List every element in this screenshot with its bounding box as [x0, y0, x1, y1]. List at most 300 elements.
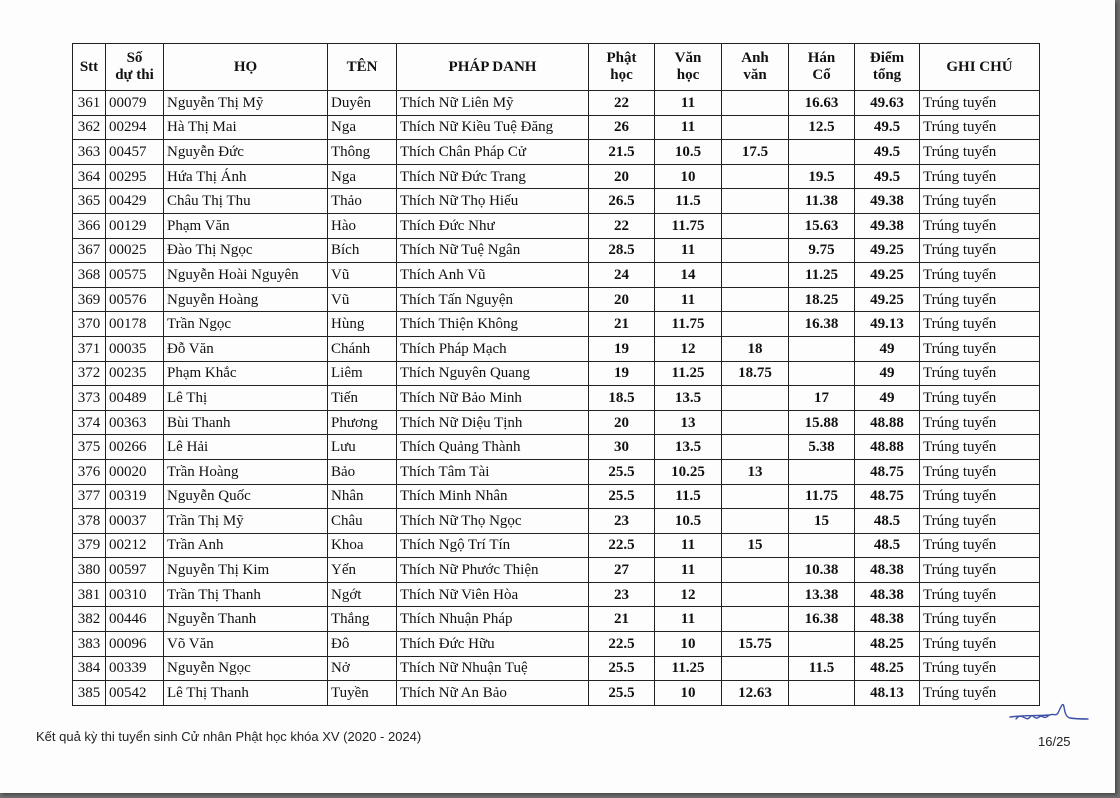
cell-phap-danh: Thích Nhuận Pháp [397, 607, 589, 632]
cell-ho: Trần Thị Thanh [164, 582, 328, 607]
cell-so-du-thi: 00020 [106, 459, 164, 484]
cell-han-co: 15.88 [789, 410, 855, 435]
cell-ghi-chu: Trúng tuyển [920, 656, 1040, 681]
cell-anh-van [722, 213, 789, 238]
cell-anh-van [722, 189, 789, 214]
cell-phat-hoc: 19 [589, 361, 655, 386]
cell-so-du-thi: 00457 [106, 140, 164, 165]
cell-phat-hoc: 21 [589, 312, 655, 337]
cell-van-hoc: 14 [655, 263, 722, 288]
cell-van-hoc: 13.5 [655, 435, 722, 460]
cell-stt: 379 [73, 533, 106, 558]
cell-ho: Trần Ngọc [164, 312, 328, 337]
header-van-hoc-line1: Văn [674, 50, 702, 66]
cell-han-co: 5.38 [789, 435, 855, 460]
cell-so-du-thi: 00363 [106, 410, 164, 435]
cell-ho: Trần Thị Mỹ [164, 509, 328, 534]
table-row [73, 115, 1040, 140]
cell-phat-hoc: 21.5 [589, 140, 655, 165]
table-row [73, 410, 1040, 435]
cell-van-hoc: 11.5 [655, 189, 722, 214]
cell-so-du-thi: 00295 [106, 164, 164, 189]
cell-phap-danh: Thích Nữ Tuệ Ngân [397, 238, 589, 263]
header-van-hoc [655, 44, 722, 91]
cell-so-du-thi: 00037 [106, 509, 164, 534]
cell-anh-van [722, 435, 789, 460]
cell-ghi-chu: Trúng tuyển [920, 287, 1040, 312]
cell-diem-tong: 48.75 [855, 484, 920, 509]
cell-van-hoc: 11.75 [655, 213, 722, 238]
cell-phat-hoc: 21 [589, 607, 655, 632]
cell-han-co: 11.38 [789, 189, 855, 214]
cell-phap-danh: Thích Minh Nhân [397, 484, 589, 509]
cell-ten: Nga [328, 164, 397, 189]
cell-so-du-thi: 00212 [106, 533, 164, 558]
cell-ho: Nguyễn Thanh [164, 607, 328, 632]
cell-ho: Võ Văn [164, 632, 328, 657]
cell-anh-van [722, 484, 789, 509]
cell-ho: Phạm Khắc [164, 361, 328, 386]
cell-so-du-thi: 00575 [106, 263, 164, 288]
cell-han-co: 15.63 [789, 213, 855, 238]
cell-so-du-thi: 00339 [106, 656, 164, 681]
cell-diem-tong: 48.25 [855, 632, 920, 657]
cell-van-hoc: 10.5 [655, 509, 722, 534]
cell-phap-danh: Thích Anh Vũ [397, 263, 589, 288]
cell-ghi-chu: Trúng tuyển [920, 435, 1040, 460]
header-diem-tong [855, 44, 920, 91]
cell-han-co: 17 [789, 386, 855, 411]
cell-han-co: 16.63 [789, 91, 855, 116]
cell-han-co: 19.5 [789, 164, 855, 189]
cell-ghi-chu: Trúng tuyển [920, 632, 1040, 657]
cell-ten: Nga [328, 115, 397, 140]
cell-ho: Lê Hải [164, 435, 328, 460]
cell-han-co [789, 361, 855, 386]
cell-van-hoc: 11 [655, 238, 722, 263]
cell-ten: Vũ [328, 263, 397, 288]
cell-stt: 375 [73, 435, 106, 460]
cell-ho: Đỗ Văn [164, 336, 328, 361]
cell-van-hoc: 10 [655, 632, 722, 657]
cell-ho: Nguyễn Ngọc [164, 656, 328, 681]
cell-ten: Nhân [328, 484, 397, 509]
cell-diem-tong: 49 [855, 386, 920, 411]
header-so-du-thi-line1: Số [126, 50, 143, 66]
cell-so-du-thi: 00319 [106, 484, 164, 509]
cell-ghi-chu: Trúng tuyển [920, 361, 1040, 386]
cell-ghi-chu: Trúng tuyển [920, 533, 1040, 558]
cell-stt: 382 [73, 607, 106, 632]
cell-ten: Bích [328, 238, 397, 263]
cell-van-hoc: 11 [655, 115, 722, 140]
cell-han-co: 13.38 [789, 582, 855, 607]
header-phat-hoc-line1: Phật [606, 50, 637, 66]
table-row [73, 213, 1040, 238]
cell-so-du-thi: 00310 [106, 582, 164, 607]
cell-ten: Hào [328, 213, 397, 238]
header-phap-danh: PHÁP DANH [397, 44, 589, 91]
header-anh-van-line2: văn [743, 67, 767, 83]
header-stt: Stt [73, 44, 106, 91]
cell-ho: Châu Thị Thu [164, 189, 328, 214]
table-row [73, 189, 1040, 214]
results-table [72, 43, 1040, 706]
table-row [73, 459, 1040, 484]
cell-stt: 373 [73, 386, 106, 411]
cell-phat-hoc: 25.5 [589, 656, 655, 681]
table-row [73, 91, 1040, 116]
table-row [73, 484, 1040, 509]
cell-ten: Nở [328, 656, 397, 681]
cell-stt: 384 [73, 656, 106, 681]
cell-ho: Trần Hoàng [164, 459, 328, 484]
cell-van-hoc: 11 [655, 533, 722, 558]
cell-diem-tong: 48.38 [855, 558, 920, 583]
cell-phap-danh: Thích Tấn Nguyện [397, 287, 589, 312]
cell-van-hoc: 10 [655, 164, 722, 189]
cell-van-hoc: 11 [655, 558, 722, 583]
header-ghi-chu: GHI CHÚ [920, 44, 1040, 91]
cell-anh-van: 18.75 [722, 361, 789, 386]
cell-phap-danh: Thích Ngộ Trí Tín [397, 533, 589, 558]
cell-anh-van [722, 656, 789, 681]
cell-diem-tong: 49.38 [855, 213, 920, 238]
header-so-du-thi [106, 44, 164, 91]
cell-diem-tong: 48.75 [855, 459, 920, 484]
cell-ghi-chu: Trúng tuyển [920, 140, 1040, 165]
cell-han-co: 11.75 [789, 484, 855, 509]
cell-phat-hoc: 28.5 [589, 238, 655, 263]
cell-han-co: 16.38 [789, 607, 855, 632]
cell-ghi-chu: Trúng tuyển [920, 238, 1040, 263]
cell-anh-van [722, 509, 789, 534]
cell-han-co: 9.75 [789, 238, 855, 263]
cell-ho: Nguyễn Quốc [164, 484, 328, 509]
cell-anh-van [722, 558, 789, 583]
cell-phat-hoc: 19 [589, 336, 655, 361]
cell-phap-danh: Thích Thiện Không [397, 312, 589, 337]
footer-title: Kết quả kỳ thi tuyển sinh Cử nhân Phật học khóa XV (2020 - 2024) [36, 729, 422, 744]
cell-so-du-thi: 00489 [106, 386, 164, 411]
cell-phat-hoc: 22 [589, 213, 655, 238]
cell-van-hoc: 11.25 [655, 361, 722, 386]
cell-stt: 383 [73, 632, 106, 657]
cell-phap-danh: Thích Đức Hữu [397, 632, 589, 657]
cell-phat-hoc: 20 [589, 287, 655, 312]
cell-ho: Nguyễn Đức [164, 140, 328, 165]
cell-van-hoc: 11 [655, 607, 722, 632]
cell-ghi-chu: Trúng tuyển [920, 459, 1040, 484]
table-row [73, 140, 1040, 165]
cell-diem-tong: 49.63 [855, 91, 920, 116]
table-row [73, 656, 1040, 681]
cell-phat-hoc: 22 [589, 91, 655, 116]
cell-anh-van [722, 410, 789, 435]
cell-ten: Thông [328, 140, 397, 165]
cell-ho: Nguyễn Thị Kim [164, 558, 328, 583]
cell-diem-tong: 48.13 [855, 681, 920, 706]
table-row [73, 632, 1040, 657]
cell-ho: Trần Anh [164, 533, 328, 558]
cell-diem-tong: 49.25 [855, 238, 920, 263]
cell-ghi-chu: Trúng tuyển [920, 509, 1040, 534]
table-row [73, 287, 1040, 312]
cell-van-hoc: 11.5 [655, 484, 722, 509]
cell-anh-van [722, 386, 789, 411]
cell-so-du-thi: 00079 [106, 91, 164, 116]
cell-anh-van [722, 91, 789, 116]
cell-phat-hoc: 23 [589, 509, 655, 534]
cell-anh-van [722, 238, 789, 263]
cell-ghi-chu: Trúng tuyển [920, 607, 1040, 632]
cell-phat-hoc: 23 [589, 582, 655, 607]
header-ho: HỌ [164, 44, 328, 91]
cell-so-du-thi: 00542 [106, 681, 164, 706]
header-anh-van [722, 44, 789, 91]
cell-phap-danh: Thích Nữ Nhuận Tuệ [397, 656, 589, 681]
cell-ten: Ngớt [328, 582, 397, 607]
cell-so-du-thi: 00266 [106, 435, 164, 460]
cell-ghi-chu: Trúng tuyển [920, 263, 1040, 288]
cell-anh-van [722, 582, 789, 607]
table-row [73, 558, 1040, 583]
cell-ten: Bảo [328, 459, 397, 484]
cell-phap-danh: Thích Nữ Đức Trang [397, 164, 589, 189]
cell-anh-van [722, 607, 789, 632]
table-row [73, 509, 1040, 534]
cell-stt: 370 [73, 312, 106, 337]
cell-diem-tong: 48.5 [855, 533, 920, 558]
cell-ghi-chu: Trúng tuyển [920, 91, 1040, 116]
cell-phap-danh: Thích Tâm Tài [397, 459, 589, 484]
cell-anh-van [722, 164, 789, 189]
cell-so-du-thi: 00576 [106, 287, 164, 312]
cell-van-hoc: 11 [655, 287, 722, 312]
cell-stt: 364 [73, 164, 106, 189]
cell-phap-danh: Thích Nữ Thọ Ngọc [397, 509, 589, 534]
cell-phat-hoc: 25.5 [589, 459, 655, 484]
header-phat-hoc [589, 44, 655, 91]
cell-stt: 368 [73, 263, 106, 288]
cell-diem-tong: 49.25 [855, 263, 920, 288]
cell-van-hoc: 10.5 [655, 140, 722, 165]
cell-phap-danh: Thích Nữ Kiều Tuệ Đăng [397, 115, 589, 140]
cell-ten: Phương [328, 410, 397, 435]
cell-stt: 366 [73, 213, 106, 238]
cell-anh-van: 13 [722, 459, 789, 484]
cell-diem-tong: 49.5 [855, 140, 920, 165]
cell-phap-danh: Thích Chân Pháp Cử [397, 140, 589, 165]
cell-stt: 365 [73, 189, 106, 214]
cell-phap-danh: Thích Nguyên Quang [397, 361, 589, 386]
cell-ho: Lê Thị [164, 386, 328, 411]
cell-van-hoc: 13.5 [655, 386, 722, 411]
cell-ghi-chu: Trúng tuyển [920, 681, 1040, 706]
cell-phat-hoc: 18.5 [589, 386, 655, 411]
cell-van-hoc: 11.75 [655, 312, 722, 337]
header-so-du-thi-line2: dự thi [115, 67, 154, 83]
table-row [73, 336, 1040, 361]
cell-anh-van [722, 115, 789, 140]
cell-so-du-thi: 00235 [106, 361, 164, 386]
cell-phat-hoc: 26 [589, 115, 655, 140]
cell-phat-hoc: 22.5 [589, 632, 655, 657]
header-diem-tong-line1: Điểm [869, 50, 905, 66]
cell-anh-van [722, 312, 789, 337]
cell-diem-tong: 48.38 [855, 582, 920, 607]
cell-ho: Nguyễn Hoài Nguyên [164, 263, 328, 288]
cell-han-co [789, 459, 855, 484]
cell-phap-danh: Thích Nữ An Bảo [397, 681, 589, 706]
cell-ghi-chu: Trúng tuyển [920, 336, 1040, 361]
cell-stt: 372 [73, 361, 106, 386]
cell-ten: Thảo [328, 189, 397, 214]
cell-so-du-thi: 00429 [106, 189, 164, 214]
cell-diem-tong: 48.88 [855, 435, 920, 460]
cell-stt: 371 [73, 336, 106, 361]
cell-van-hoc: 13 [655, 410, 722, 435]
table-row [73, 607, 1040, 632]
table-row [73, 386, 1040, 411]
table-row [73, 263, 1040, 288]
cell-ho: Nguyễn Hoàng [164, 287, 328, 312]
cell-han-co: 16.38 [789, 312, 855, 337]
cell-ghi-chu: Trúng tuyển [920, 558, 1040, 583]
cell-stt: 378 [73, 509, 106, 534]
cell-so-du-thi: 00294 [106, 115, 164, 140]
cell-han-co: 11.25 [789, 263, 855, 288]
cell-phat-hoc: 25.5 [589, 484, 655, 509]
cell-so-du-thi: 00597 [106, 558, 164, 583]
cell-ho: Hứa Thị Ánh [164, 164, 328, 189]
cell-diem-tong: 49 [855, 361, 920, 386]
cell-han-co [789, 632, 855, 657]
cell-van-hoc: 12 [655, 336, 722, 361]
cell-han-co [789, 533, 855, 558]
cell-stt: 362 [73, 115, 106, 140]
cell-phap-danh: Thích Đức Như [397, 213, 589, 238]
cell-anh-van [722, 287, 789, 312]
cell-phap-danh: Thích Nữ Diệu Tịnh [397, 410, 589, 435]
cell-ghi-chu: Trúng tuyển [920, 386, 1040, 411]
table-row [73, 238, 1040, 263]
cell-han-co: 11.5 [789, 656, 855, 681]
table-row [73, 681, 1040, 706]
header-van-hoc-line2: học [676, 67, 700, 83]
cell-phap-danh: Thích Pháp Mạch [397, 336, 589, 361]
cell-van-hoc: 11 [655, 91, 722, 116]
cell-anh-van: 15 [722, 533, 789, 558]
cell-stt: 361 [73, 91, 106, 116]
cell-phap-danh: Thích Nữ Bảo Minh [397, 386, 589, 411]
cell-diem-tong: 49 [855, 336, 920, 361]
cell-han-co: 18.25 [789, 287, 855, 312]
cell-van-hoc: 12 [655, 582, 722, 607]
cell-phap-danh: Thích Nữ Viên Hòa [397, 582, 589, 607]
cell-anh-van: 17.5 [722, 140, 789, 165]
cell-han-co [789, 681, 855, 706]
cell-ghi-chu: Trúng tuyển [920, 484, 1040, 509]
cell-van-hoc: 10 [655, 681, 722, 706]
table-row [73, 164, 1040, 189]
signature-mark-icon [1008, 697, 1090, 727]
cell-diem-tong: 48.25 [855, 656, 920, 681]
cell-diem-tong: 49.13 [855, 312, 920, 337]
cell-han-co: 15 [789, 509, 855, 534]
cell-phap-danh: Thích Nữ Thọ Hiếu [397, 189, 589, 214]
cell-ghi-chu: Trúng tuyển [920, 115, 1040, 140]
cell-so-du-thi: 00096 [106, 632, 164, 657]
cell-ten: Thắng [328, 607, 397, 632]
table-row [73, 582, 1040, 607]
header-han-co [789, 44, 855, 91]
cell-han-co [789, 336, 855, 361]
cell-ten: Lưu [328, 435, 397, 460]
cell-diem-tong: 49.25 [855, 287, 920, 312]
page-number: 16/25 [1038, 734, 1071, 749]
header-phat-hoc-line2: học [610, 67, 633, 83]
cell-ghi-chu: Trúng tuyển [920, 213, 1040, 238]
cell-han-co: 10.38 [789, 558, 855, 583]
cell-so-du-thi: 00129 [106, 213, 164, 238]
cell-phat-hoc: 25.5 [589, 681, 655, 706]
cell-stt: 376 [73, 459, 106, 484]
cell-ho: Lê Thị Thanh [164, 681, 328, 706]
header-ten: TÊN [328, 44, 397, 91]
cell-van-hoc: 11.25 [655, 656, 722, 681]
cell-phat-hoc: 27 [589, 558, 655, 583]
table-row [73, 361, 1040, 386]
header-diem-tong-line2: tổng [872, 67, 902, 83]
cell-stt: 363 [73, 140, 106, 165]
cell-so-du-thi: 00446 [106, 607, 164, 632]
cell-diem-tong: 48.5 [855, 509, 920, 534]
cell-ten: Đô [328, 632, 397, 657]
cell-stt: 367 [73, 238, 106, 263]
table-header-row [73, 44, 1040, 91]
cell-phat-hoc: 30 [589, 435, 655, 460]
cell-anh-van [722, 263, 789, 288]
cell-ho: Hà Thị Mai [164, 115, 328, 140]
cell-ghi-chu: Trúng tuyển [920, 164, 1040, 189]
cell-stt: 381 [73, 582, 106, 607]
cell-diem-tong: 49.5 [855, 115, 920, 140]
cell-stt: 377 [73, 484, 106, 509]
table-row [73, 435, 1040, 460]
table-body [73, 91, 1040, 706]
cell-diem-tong: 49.38 [855, 189, 920, 214]
cell-stt: 385 [73, 681, 106, 706]
header-han-co-line2: Cổ [812, 67, 831, 83]
cell-ten: Châu [328, 509, 397, 534]
cell-phat-hoc: 24 [589, 263, 655, 288]
cell-ho: Bùi Thanh [164, 410, 328, 435]
cell-so-du-thi: 00035 [106, 336, 164, 361]
cell-so-du-thi: 00178 [106, 312, 164, 337]
cell-phat-hoc: 20 [589, 164, 655, 189]
cell-ho: Phạm Văn [164, 213, 328, 238]
cell-ten: Tiến [328, 386, 397, 411]
cell-diem-tong: 48.38 [855, 607, 920, 632]
cell-ten: Tuyền [328, 681, 397, 706]
cell-van-hoc: 10.25 [655, 459, 722, 484]
cell-ten: Duyên [328, 91, 397, 116]
cell-ten: Yến [328, 558, 397, 583]
cell-stt: 369 [73, 287, 106, 312]
cell-ghi-chu: Trúng tuyển [920, 312, 1040, 337]
cell-ghi-chu: Trúng tuyển [920, 410, 1040, 435]
